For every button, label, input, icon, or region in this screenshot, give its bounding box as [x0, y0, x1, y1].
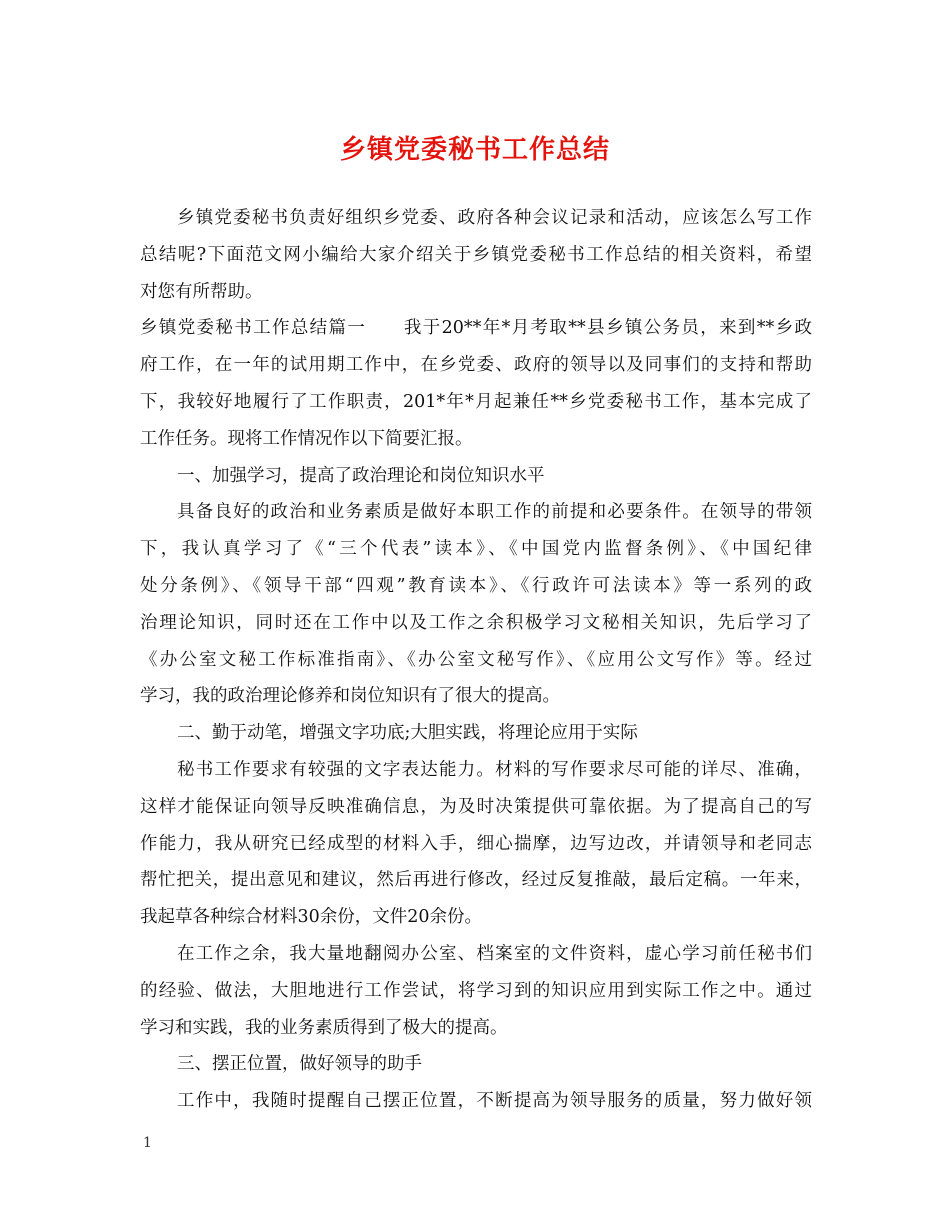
paragraph-line: 总结呢?下面范文网小编给大家介绍关于乡镇党委秘书工作总结的相关资料，希望	[140, 244, 812, 265]
paragraph-line: 我起草各种综合材料30余份，文件20余份。	[140, 907, 483, 928]
paragraph-line: 工作中，我随时提醒自己摆正位置，不断提高为领导服务的质量，努力做好领	[177, 1091, 812, 1112]
page-number: 1	[143, 1135, 152, 1151]
paragraph-line: 帮忙把关，提出意见和建议，然后再进行修改，经过反复推敲，最后定稿。一年来，	[140, 870, 812, 891]
document-body	[140, 200, 812, 1120]
paragraph-line: 乡镇党委秘书工作总结篇一 我于20**年*月考取**县乡镇公务员，来到**乡政	[140, 318, 812, 339]
paragraph-line: 处分条例》、《领导干部“四观”教育读本》、《行政许可法读本》等一系列的政	[140, 575, 812, 596]
paragraph-line: 治理论知识，同时还在工作中以及工作之余积极学习文秘相关知识，先后学习了	[140, 612, 812, 633]
paragraph-line: 具备良好的政治和业务素质是做好本职工作的前提和必要条件。在领导的带领	[177, 502, 812, 523]
paragraph-line: 工作任务。现将工作情况作以下简要汇报。	[140, 428, 473, 449]
section-heading: 二、勤于动笔，增强文字功底;大胆实践，将理论应用于实际	[177, 723, 638, 744]
paragraph-line: 作能力，我从研究已经成型的材料入手，细心揣摩，边写边改，并请领导和老同志	[140, 833, 812, 854]
paragraph-line: 下，我较好地履行了工作职责，201*年*月起兼任**乡党委秘书工作，基本完成了	[140, 391, 812, 412]
paragraph-line: 这样才能保证向领导反映准确信息，为及时决策提供可靠依据。为了提高自己的写	[140, 796, 812, 817]
paragraph-line: 对您有所帮助。	[140, 281, 263, 302]
section-heading: 一、加强学习，提高了政治理论和岗位知识水平	[177, 465, 545, 486]
document-title: 乡镇党委秘书工作总结	[339, 135, 610, 165]
paragraph-line: 学习，我的政治理论修养和岗位知识有了很大的提高。	[140, 686, 560, 707]
paragraph-line: 学习和实践，我的业务素质得到了极大的提高。	[140, 1017, 508, 1038]
paragraph-line: 下，我认真学习了《“三个代表”读本》、《中国党内监督条例》、《中国纪律	[140, 539, 812, 560]
paragraph-line: 在工作之余，我大量地翻阅办公室、档案室的文件资料，虚心学习前任秘书们	[177, 943, 812, 964]
paragraph-line: 府工作，在一年的试用期工作中，在乡党委、政府的领导以及同事们的支持和帮助	[140, 355, 812, 376]
paragraph-line: 乡镇党委秘书负责好组织乡党委、政府各种会议记录和活动，应该怎么写工作	[177, 208, 812, 228]
paragraph-line: 的经验、做法，大胆地进行工作尝试，将学习到的知识应用到实际工作之中。通过	[140, 980, 812, 1001]
paragraph-line: 《办公室文秘工作标准指南》、《办公室文秘写作》、《应用公文写作》等。经过	[140, 649, 812, 670]
section-heading: 三、摆正位置，做好领导的助手	[177, 1054, 422, 1075]
paragraph-line: 秘书工作要求有较强的文字表达能力。材料的写作要求尽可能的详尽、准确，	[177, 759, 812, 780]
